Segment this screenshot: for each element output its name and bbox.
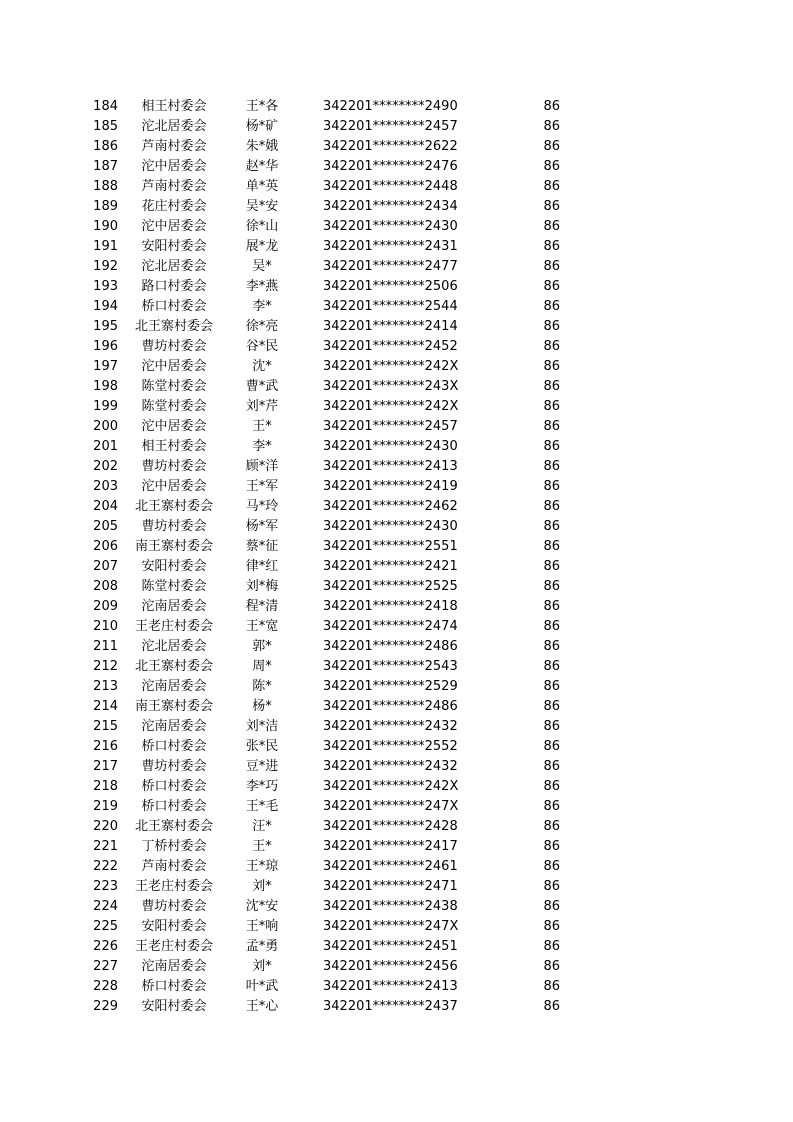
score: 86 <box>543 599 560 614</box>
score: 86 <box>543 999 560 1014</box>
village-committee: 沱北居委会 <box>141 259 207 274</box>
table-row <box>0 877 793 897</box>
person-name: 徐*山 <box>245 219 279 234</box>
person-name: 马*玲 <box>245 499 279 514</box>
id-number: 342201********2544 <box>323 299 458 314</box>
village-committee: 曹坊村委会 <box>141 899 207 914</box>
village-committee: 安阳村委会 <box>141 999 207 1014</box>
village-committee: 曹坊村委会 <box>141 519 207 534</box>
person-name: 吴* <box>252 259 272 274</box>
village-committee: 相王村委会 <box>141 99 207 114</box>
village-committee: 曹坊村委会 <box>141 459 207 474</box>
score: 86 <box>543 159 560 174</box>
person-name: 王* <box>252 839 272 854</box>
row-number: 215 <box>93 719 118 734</box>
id-number: 342201********2428 <box>323 819 458 834</box>
person-name: 杨* <box>252 699 272 714</box>
id-number: 342201********2622 <box>323 139 458 154</box>
table-row <box>0 897 793 917</box>
village-committee: 曹坊村委会 <box>141 339 207 354</box>
table-row <box>0 677 793 697</box>
table-row <box>0 617 793 637</box>
village-committee: 沱中居委会 <box>141 479 207 494</box>
village-committee: 北王寨村委会 <box>134 659 213 674</box>
village-committee: 桥口村委会 <box>141 979 207 994</box>
person-name: 李* <box>252 299 272 314</box>
row-number: 201 <box>93 439 118 454</box>
id-number: 342201********2430 <box>323 519 458 534</box>
village-committee: 沱南居委会 <box>141 719 207 734</box>
village-committee: 丁桥村委会 <box>141 839 207 854</box>
table-row <box>0 97 793 117</box>
table-row <box>0 137 793 157</box>
row-number: 212 <box>93 659 118 674</box>
table-row <box>0 117 793 137</box>
table-row <box>0 837 793 857</box>
id-number: 342201********2430 <box>323 439 458 454</box>
person-name: 刘*洁 <box>245 719 279 734</box>
id-number: 342201********242X <box>323 359 459 374</box>
score: 86 <box>543 919 560 934</box>
score: 86 <box>543 499 560 514</box>
score: 86 <box>543 799 560 814</box>
score: 86 <box>543 539 560 554</box>
table-row <box>0 957 793 977</box>
id-number: 342201********2525 <box>323 579 458 594</box>
score: 86 <box>543 279 560 294</box>
person-name: 展*龙 <box>245 239 279 254</box>
row-number: 199 <box>93 399 118 414</box>
row-number: 208 <box>93 579 118 594</box>
row-number: 204 <box>93 499 118 514</box>
row-number: 226 <box>93 939 118 954</box>
id-number: 342201********2448 <box>323 179 458 194</box>
village-committee: 桥口村委会 <box>141 739 207 754</box>
person-name: 汪* <box>252 819 272 834</box>
id-number: 342201********2477 <box>323 259 458 274</box>
row-number: 202 <box>93 459 118 474</box>
score: 86 <box>543 979 560 994</box>
person-name: 王*心 <box>245 999 279 1014</box>
id-number: 342201********2462 <box>323 499 458 514</box>
person-name: 豆*进 <box>245 759 279 774</box>
person-name: 王*宽 <box>245 619 279 634</box>
row-number: 192 <box>93 259 118 274</box>
id-number: 342201********2438 <box>323 899 458 914</box>
table-row <box>0 757 793 777</box>
score: 86 <box>543 439 560 454</box>
row-number: 218 <box>93 779 118 794</box>
village-committee: 相王村委会 <box>141 439 207 454</box>
score: 86 <box>543 559 560 574</box>
table-row <box>0 477 793 497</box>
score: 86 <box>543 379 560 394</box>
village-committee: 桥口村委会 <box>141 299 207 314</box>
score: 86 <box>543 99 560 114</box>
id-number: 342201********2413 <box>323 979 458 994</box>
score: 86 <box>543 119 560 134</box>
score: 86 <box>543 879 560 894</box>
table-row <box>0 197 793 217</box>
table-row <box>0 377 793 397</box>
table-row <box>0 857 793 877</box>
village-committee: 南王寨村委会 <box>134 539 213 554</box>
id-number: 342201********2418 <box>323 599 458 614</box>
person-name: 李*巧 <box>245 779 279 794</box>
score: 86 <box>543 219 560 234</box>
person-name: 李*燕 <box>245 279 279 294</box>
score: 86 <box>543 839 560 854</box>
score: 86 <box>543 659 560 674</box>
table-row <box>0 537 793 557</box>
village-committee: 曹坊村委会 <box>141 759 207 774</box>
row-number: 190 <box>93 219 118 234</box>
row-number: 184 <box>93 99 118 114</box>
village-committee: 王老庄村委会 <box>134 939 213 954</box>
person-name: 顾*洋 <box>245 459 279 474</box>
id-number: 342201********247X <box>323 919 459 934</box>
id-number: 342201********2413 <box>323 459 458 474</box>
score: 86 <box>543 939 560 954</box>
row-number: 221 <box>93 839 118 854</box>
score: 86 <box>543 779 560 794</box>
person-name: 李* <box>252 439 272 454</box>
id-number: 342201********2552 <box>323 739 458 754</box>
village-committee: 芦南村委会 <box>141 139 207 154</box>
table-row <box>0 257 793 277</box>
village-committee: 陈堂村委会 <box>141 399 207 414</box>
score: 86 <box>543 679 560 694</box>
table-row <box>0 297 793 317</box>
person-name: 陈* <box>252 679 272 694</box>
id-number: 342201********2476 <box>323 159 458 174</box>
id-number: 342201********2529 <box>323 679 458 694</box>
table-row <box>0 937 793 957</box>
score: 86 <box>543 359 560 374</box>
table-row <box>0 237 793 257</box>
row-number: 207 <box>93 559 118 574</box>
village-committee: 安阳村委会 <box>141 919 207 934</box>
id-number: 342201********2432 <box>323 719 458 734</box>
table-row <box>0 417 793 437</box>
row-number: 220 <box>93 819 118 834</box>
person-name: 王*琼 <box>245 859 279 874</box>
id-number: 342201********2417 <box>323 839 458 854</box>
score: 86 <box>543 959 560 974</box>
row-number: 197 <box>93 359 118 374</box>
row-number: 198 <box>93 379 118 394</box>
row-number: 194 <box>93 299 118 314</box>
row-number: 186 <box>93 139 118 154</box>
id-number: 342201********2506 <box>323 279 458 294</box>
id-number: 342201********2457 <box>323 119 458 134</box>
village-committee: 北王寨村委会 <box>134 319 213 334</box>
village-committee: 王老庄村委会 <box>134 619 213 634</box>
village-committee: 桥口村委会 <box>141 779 207 794</box>
row-number: 216 <box>93 739 118 754</box>
person-name: 郭* <box>252 639 272 654</box>
id-number: 342201********243X <box>323 379 459 394</box>
table-row <box>0 437 793 457</box>
village-committee: 芦南村委会 <box>141 179 207 194</box>
person-name: 谷*民 <box>245 339 279 354</box>
village-committee: 沱北居委会 <box>141 119 207 134</box>
village-committee: 桥口村委会 <box>141 799 207 814</box>
table-row <box>0 657 793 677</box>
person-name: 杨*军 <box>245 519 279 534</box>
score: 86 <box>543 419 560 434</box>
village-committee: 沱南居委会 <box>141 679 207 694</box>
score: 86 <box>543 639 560 654</box>
person-name: 徐*亮 <box>245 319 279 334</box>
score: 86 <box>543 459 560 474</box>
table-row <box>0 577 793 597</box>
person-name: 周* <box>252 659 272 674</box>
table-row <box>0 717 793 737</box>
score: 86 <box>543 239 560 254</box>
table-row <box>0 817 793 837</box>
table-row <box>0 917 793 937</box>
id-number: 342201********2430 <box>323 219 458 234</box>
village-committee: 路口村委会 <box>141 279 207 294</box>
id-number: 342201********2486 <box>323 639 458 654</box>
person-name: 程*清 <box>245 599 279 614</box>
score: 86 <box>543 759 560 774</box>
score: 86 <box>543 479 560 494</box>
village-committee: 沱中居委会 <box>141 359 207 374</box>
id-number: 342201********2551 <box>323 539 458 554</box>
table-row <box>0 637 793 657</box>
table-row <box>0 177 793 197</box>
person-name: 朱*娥 <box>245 139 279 154</box>
table-row <box>0 697 793 717</box>
village-committee: 沱北居委会 <box>141 639 207 654</box>
id-number: 342201********2437 <box>323 999 458 1014</box>
person-name: 王*军 <box>245 479 279 494</box>
score: 86 <box>543 319 560 334</box>
row-number: 223 <box>93 879 118 894</box>
row-number: 185 <box>93 119 118 134</box>
person-name: 曹*武 <box>245 379 279 394</box>
roster-table <box>0 97 793 1017</box>
id-number: 342201********2474 <box>323 619 458 634</box>
row-number: 187 <box>93 159 118 174</box>
score: 86 <box>543 899 560 914</box>
id-number: 342201********2432 <box>323 759 458 774</box>
row-number: 191 <box>93 239 118 254</box>
person-name: 王*各 <box>245 99 279 114</box>
id-number: 342201********2457 <box>323 419 458 434</box>
score: 86 <box>543 619 560 634</box>
table-row <box>0 457 793 477</box>
table-row <box>0 597 793 617</box>
score: 86 <box>543 179 560 194</box>
score: 86 <box>543 339 560 354</box>
id-number: 342201********247X <box>323 799 459 814</box>
village-committee: 北王寨村委会 <box>134 819 213 834</box>
row-number: 205 <box>93 519 118 534</box>
score: 86 <box>543 299 560 314</box>
score: 86 <box>543 579 560 594</box>
village-committee: 安阳村委会 <box>141 559 207 574</box>
row-number: 209 <box>93 599 118 614</box>
village-committee: 花庄村委会 <box>141 199 207 214</box>
row-number: 189 <box>93 199 118 214</box>
village-committee: 安阳村委会 <box>141 239 207 254</box>
village-committee: 王老庄村委会 <box>134 879 213 894</box>
score: 86 <box>543 139 560 154</box>
person-name: 王*响 <box>245 919 279 934</box>
village-committee: 南王寨村委会 <box>134 699 213 714</box>
person-name: 张*民 <box>245 739 279 754</box>
table-row <box>0 977 793 997</box>
person-name: 刘* <box>252 959 272 974</box>
table-row <box>0 777 793 797</box>
table-row <box>0 217 793 237</box>
village-committee: 陈堂村委会 <box>141 379 207 394</box>
row-number: 213 <box>93 679 118 694</box>
score: 86 <box>543 519 560 534</box>
id-number: 342201********2543 <box>323 659 458 674</box>
person-name: 刘*梅 <box>245 579 279 594</box>
id-number: 342201********2451 <box>323 939 458 954</box>
person-name: 王* <box>252 419 272 434</box>
row-number: 225 <box>93 919 118 934</box>
table-row <box>0 797 793 817</box>
id-number: 342201********2471 <box>323 879 458 894</box>
person-name: 叶*武 <box>245 979 279 994</box>
row-number: 188 <box>93 179 118 194</box>
person-name: 沈*安 <box>245 899 279 914</box>
table-row <box>0 277 793 297</box>
row-number: 224 <box>93 899 118 914</box>
village-committee: 沱中居委会 <box>141 419 207 434</box>
person-name: 杨*矿 <box>245 119 279 134</box>
score: 86 <box>543 859 560 874</box>
row-number: 227 <box>93 959 118 974</box>
id-number: 342201********2461 <box>323 859 458 874</box>
score: 86 <box>543 819 560 834</box>
person-name: 沈* <box>252 359 272 374</box>
id-number: 342201********2414 <box>323 319 458 334</box>
table-row <box>0 737 793 757</box>
table-row <box>0 317 793 337</box>
row-number: 203 <box>93 479 118 494</box>
id-number: 342201********242X <box>323 779 459 794</box>
id-number: 342201********2434 <box>323 199 458 214</box>
score: 86 <box>543 739 560 754</box>
table-row <box>0 337 793 357</box>
village-committee: 沱中居委会 <box>141 159 207 174</box>
row-number: 200 <box>93 419 118 434</box>
person-name: 单*英 <box>245 179 279 194</box>
table-row <box>0 157 793 177</box>
village-committee: 北王寨村委会 <box>134 499 213 514</box>
score: 86 <box>543 399 560 414</box>
table-row <box>0 497 793 517</box>
id-number: 342201********2452 <box>323 339 458 354</box>
row-number: 219 <box>93 799 118 814</box>
table-row <box>0 397 793 417</box>
id-number: 342201********2486 <box>323 699 458 714</box>
person-name: 王*毛 <box>245 799 279 814</box>
score: 86 <box>543 699 560 714</box>
id-number: 342201********2419 <box>323 479 458 494</box>
row-number: 229 <box>93 999 118 1014</box>
row-number: 210 <box>93 619 118 634</box>
row-number: 214 <box>93 699 118 714</box>
village-committee: 沱南居委会 <box>141 959 207 974</box>
table-row <box>0 557 793 577</box>
row-number: 222 <box>93 859 118 874</box>
row-number: 206 <box>93 539 118 554</box>
person-name: 蔡*征 <box>245 539 279 554</box>
score: 86 <box>543 259 560 274</box>
id-number: 342201********2490 <box>323 99 458 114</box>
row-number: 217 <box>93 759 118 774</box>
id-number: 342201********2431 <box>323 239 458 254</box>
person-name: 律*红 <box>245 559 279 574</box>
row-number: 228 <box>93 979 118 994</box>
row-number: 211 <box>93 639 118 654</box>
village-committee: 沱中居委会 <box>141 219 207 234</box>
village-committee: 陈堂村委会 <box>141 579 207 594</box>
id-number: 342201********2456 <box>323 959 458 974</box>
id-number: 342201********242X <box>323 399 459 414</box>
person-name: 刘*芹 <box>245 399 279 414</box>
village-committee: 芦南村委会 <box>141 859 207 874</box>
id-number: 342201********2421 <box>323 559 458 574</box>
score: 86 <box>543 719 560 734</box>
person-name: 孟*勇 <box>245 939 279 954</box>
table-row <box>0 357 793 377</box>
person-name: 刘* <box>252 879 272 894</box>
person-name: 吴*安 <box>245 199 279 214</box>
village-committee: 沱南居委会 <box>141 599 207 614</box>
row-number: 195 <box>93 319 118 334</box>
row-number: 193 <box>93 279 118 294</box>
table-row <box>0 517 793 537</box>
score: 86 <box>543 199 560 214</box>
person-name: 赵*华 <box>245 159 279 174</box>
row-number: 196 <box>93 339 118 354</box>
table-row <box>0 997 793 1017</box>
